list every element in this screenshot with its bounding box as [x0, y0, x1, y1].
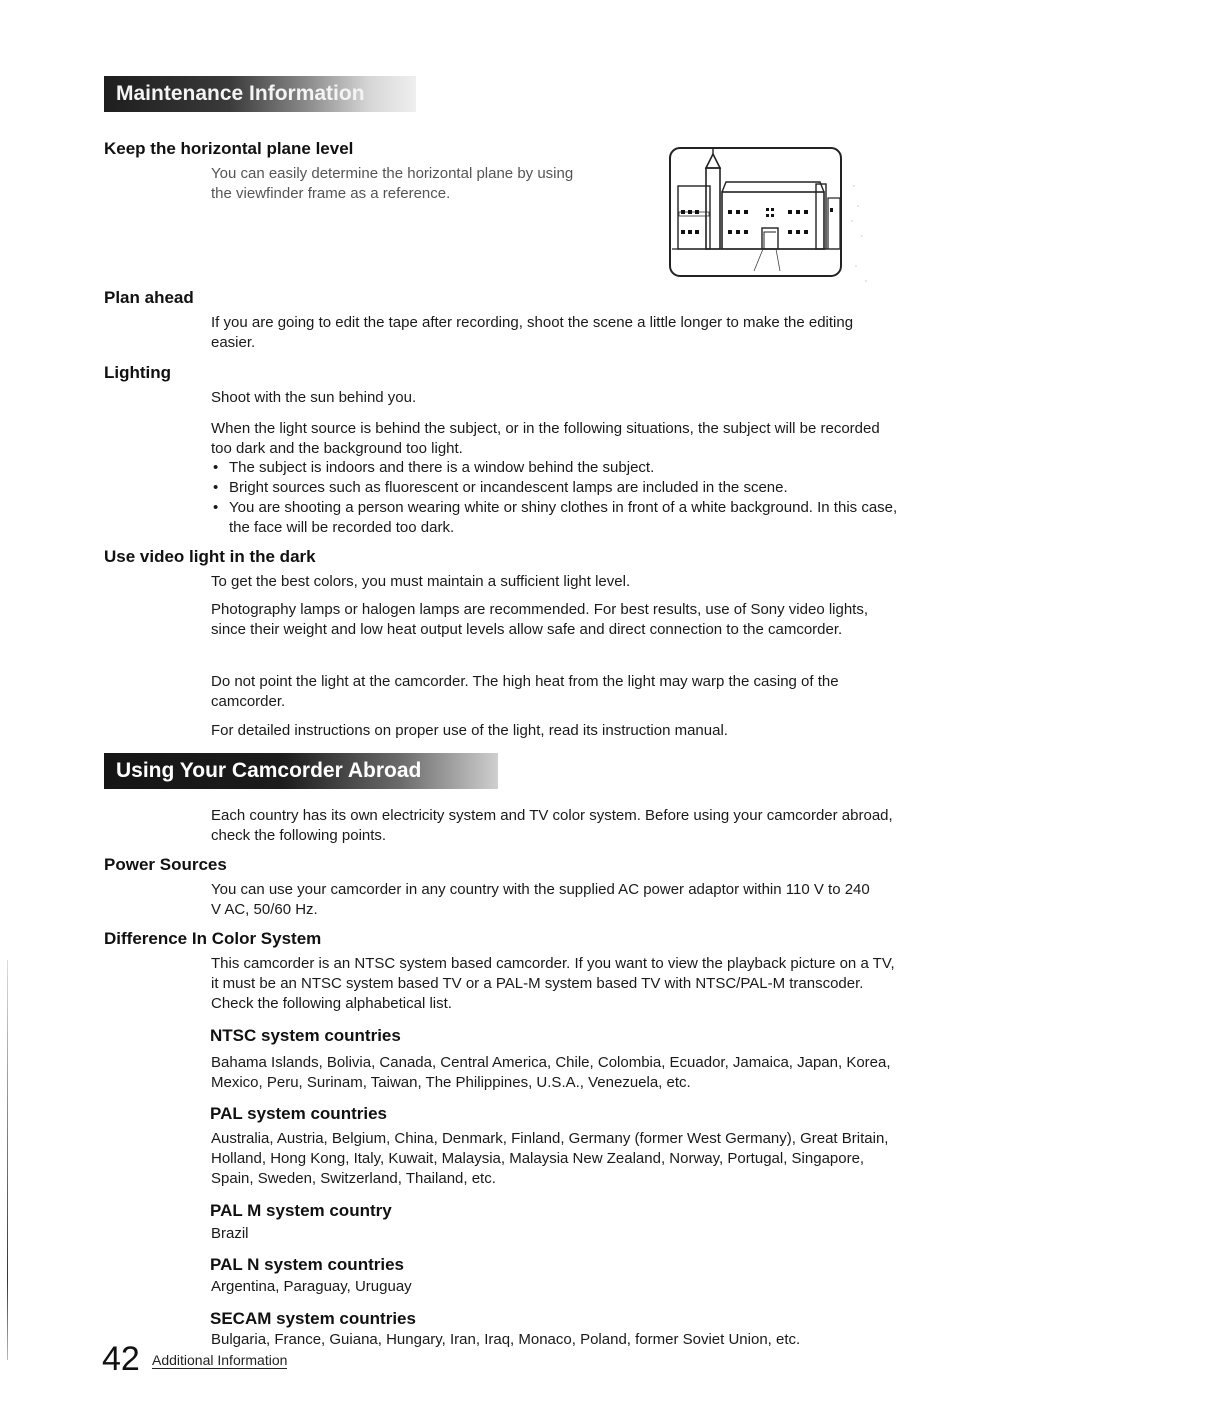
text-color-system: This camcorder is an NTSC system based camcorder. If you want to view the playback picture on a TV, it must be an NTSC system based TV or a PAL-M system based TV with NTSC/PAL-M transcoder. Check the following alphabetical list.	[211, 955, 895, 1012]
heading-pal-m: PAL M system country	[210, 1201, 392, 1220]
scan-edge-line	[7, 960, 8, 1360]
text-video-light-2: Photography lamps or halogen lamps are recommended. For best results, use of Sony video lights, since their weight and low heat output levels allow safe and direct connection to the camcorder.	[211, 601, 869, 638]
heading-power-sources: Power Sources	[104, 855, 227, 874]
lighting-bullet-list	[211, 458, 911, 538]
text-lighting-2: When the light source is behind the subject, or in the following situations, the subject will be recorded too dark and the background too light.	[211, 420, 880, 457]
heading-pal: PAL system countries	[210, 1104, 387, 1123]
heading-plan-ahead: Plan ahead	[104, 288, 194, 307]
heading-ntsc: NTSC system countries	[210, 1026, 401, 1045]
heading-video-light: Use video light in the dark	[104, 547, 316, 566]
section-banner-maintenance	[104, 76, 416, 112]
text-plan-ahead: If you are going to edit the tape after recording, shoot the scene a little longer to make the editing easier.	[211, 314, 854, 351]
text-abroad-intro: Each country has its own electricity system and TV color system. Before using your camcorder abroad, check the following points.	[211, 807, 893, 844]
text-video-light-3: Do not point the light at the camcorder. The high heat from the light may warp the casing of the camcorder.	[211, 673, 839, 710]
text-video-light-1: To get the best colors, you must maintain a sufficient light level.	[211, 573, 631, 590]
text-pal: Australia, Austria, Belgium, China, Denmark, Finland, Germany (former West Germany), Great Britain, Holland, Hong Kong, Italy, Kuwait, Malaysia, Malaysia New Zealand, Norway, Portugal, Singapore, Spain, Sweden, Switzerland, Thailand, etc.	[211, 1130, 889, 1187]
banner-title: Using Your Camcorder Abroad	[116, 759, 422, 782]
text-pal-m: Brazil	[211, 1225, 249, 1242]
section-banner-abroad	[104, 753, 498, 789]
text-power-sources: You can use your camcorder in any country with the supplied AC power adaptor within 110 V to 240 V AC, 50/60 Hz.	[211, 881, 870, 918]
text-ntsc: Bahama Islands, Bolivia, Canada, Central America, Chile, Colombia, Ecuador, Jamaica, Japan, Korea, Mexico, Peru, Surinam, Taiwan, The Philippines, U.S.A., Venezuela, etc.	[211, 1054, 891, 1091]
heading-lighting: Lighting	[104, 363, 172, 382]
banner-title: Maintenance Information	[116, 82, 365, 105]
heading-secam: SECAM system countries	[210, 1309, 416, 1328]
heading-horizontal-plane: Keep the horizontal plane level	[104, 139, 354, 158]
list-item: • The subject is indoors and there is a window behind the subject.	[211, 458, 911, 478]
heading-color-system: Difference In Color System	[104, 929, 322, 948]
text-horizontal-plane: You can easily determine the horizontal plane by using the viewfinder frame as a reference.	[211, 165, 574, 202]
viewfinder-illustration	[668, 146, 878, 286]
text-video-light-4: For detailed instructions on proper use of the light, read its instruction manual.	[211, 722, 728, 739]
text-secam: Bulgaria, France, Guiana, Hungary, Iran, Iraq, Monaco, Poland, former Soviet Union, etc.	[211, 1331, 801, 1348]
heading-pal-n: PAL N system countries	[210, 1255, 404, 1274]
text-pal-n: Argentina, Paraguay, Uruguay	[211, 1278, 412, 1295]
text-lighting-1: Shoot with the sun behind you.	[211, 389, 417, 406]
footer-section-title: Additional Information	[152, 1352, 288, 1368]
page-number: 42	[102, 1340, 140, 1378]
list-item: • Bright sources such as fluorescent or incandescent lamps are included in the scene.	[211, 478, 911, 498]
list-item: • You are shooting a person wearing white or shiny clothes in front of a white background. In this case, the face will be recorded too dark.	[211, 498, 911, 538]
